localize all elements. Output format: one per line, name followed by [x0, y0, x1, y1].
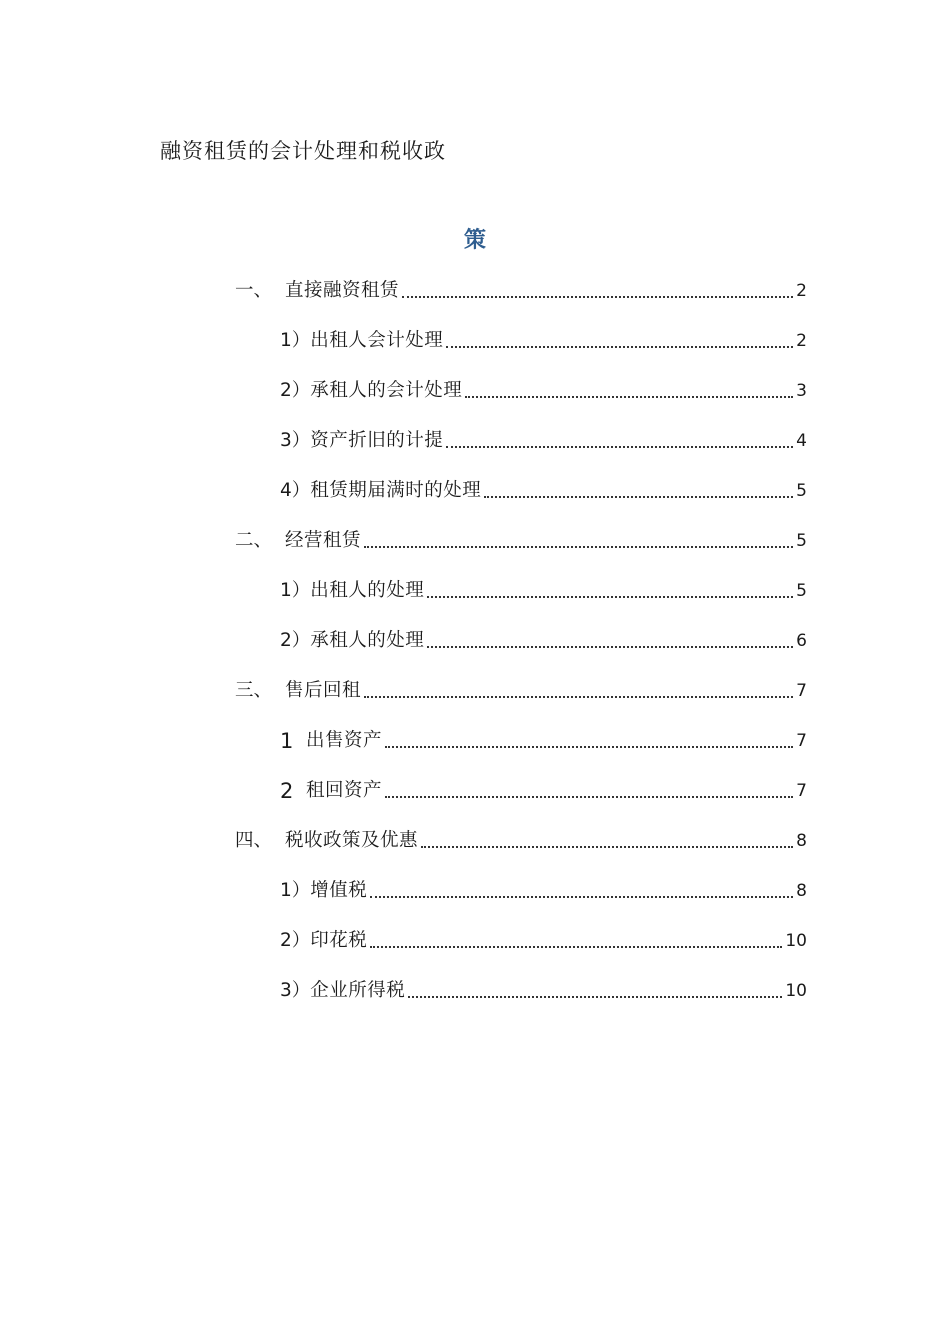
- toc-page-number: 6: [796, 631, 807, 651]
- toc-entry-3-1[interactable]: [280, 726, 807, 756]
- toc-page-number: 4: [796, 431, 807, 451]
- toc-page-number: 8: [796, 831, 807, 851]
- toc-entry-number: 2: [280, 779, 301, 803]
- toc-entry-4[interactable]: [235, 826, 807, 856]
- toc-dot-leader: [427, 645, 793, 648]
- toc-entry-3-2[interactable]: [280, 776, 807, 806]
- toc-dot-leader: [364, 545, 793, 548]
- toc-entry-4-3[interactable]: [280, 976, 807, 1006]
- toc-dot-leader: [408, 995, 782, 998]
- toc-page-number: 5: [796, 531, 807, 551]
- document-title: 融资租赁的会计处理和税收政: [160, 139, 446, 163]
- toc-entry-text: 出售资产: [306, 730, 383, 751]
- toc-dot-leader: [446, 445, 793, 448]
- toc-dot-leader: [421, 845, 793, 848]
- toc-entry-text: 出租人会计处理: [310, 330, 444, 351]
- toc-entry-number: 2）: [280, 930, 311, 951]
- toc-dot-leader: [370, 895, 793, 898]
- toc-entry-4-2[interactable]: [280, 926, 807, 956]
- toc-entry-number: 三、: [235, 680, 278, 701]
- toc-entry-1[interactable]: [235, 276, 807, 306]
- toc-entry-2[interactable]: [235, 526, 807, 556]
- toc-entry-number: 4）: [280, 480, 311, 501]
- toc-page-number: 2: [796, 281, 807, 301]
- toc-page-number: 3: [796, 381, 807, 401]
- toc-entry-1-3[interactable]: [280, 426, 807, 456]
- toc-entry-number: 四、: [235, 830, 278, 851]
- toc-entry-1-1[interactable]: [280, 326, 807, 356]
- toc-heading: 策: [463, 227, 486, 253]
- toc-page-number: 5: [796, 481, 807, 501]
- toc-entry-text: 直接融资租赁: [285, 280, 400, 301]
- toc-entry-number: 1）: [280, 330, 311, 351]
- toc-dot-leader: [484, 495, 793, 498]
- toc-entry-text: 企业所得税: [310, 980, 406, 1001]
- toc-entry-text: 出租人的处理: [310, 580, 425, 601]
- toc-entry-text: 租回资产: [306, 780, 383, 801]
- toc-page-number: 2: [796, 331, 807, 351]
- toc-entry-text: 税收政策及优惠: [285, 830, 419, 851]
- toc-entry-number: 一、: [235, 280, 278, 301]
- toc-entry-2-2[interactable]: [280, 626, 807, 656]
- toc-page-number: 7: [796, 681, 807, 701]
- toc-dot-leader: [427, 595, 793, 598]
- toc-entry-1-2[interactable]: [280, 376, 807, 406]
- toc-dot-leader: [465, 395, 793, 398]
- toc-entry-text: 印花税: [310, 930, 368, 951]
- toc-entry-number: 1）: [280, 580, 311, 601]
- toc-entry-text: 售后回租: [285, 680, 362, 701]
- toc-entry-2-1[interactable]: [280, 576, 807, 606]
- toc-entry-number: 3）: [280, 980, 311, 1001]
- toc-entry-text: 增值税: [310, 880, 368, 901]
- toc-dot-leader: [385, 745, 793, 748]
- toc-page-number: 8: [796, 881, 807, 901]
- toc-dot-leader: [446, 345, 793, 348]
- toc-dot-leader: [402, 295, 793, 298]
- toc-entry-number: 2）: [280, 380, 311, 401]
- toc-dot-leader: [370, 945, 782, 948]
- toc-dot-leader: [364, 695, 793, 698]
- toc-page-number: 7: [796, 731, 807, 751]
- toc-page-number: 10: [785, 931, 807, 951]
- toc-entry-text: 经营租赁: [285, 530, 362, 551]
- toc-entry-number: 2）: [280, 630, 311, 651]
- toc-page-number: 7: [796, 781, 807, 801]
- toc-entry-number: 1: [280, 729, 301, 753]
- toc-entry-1-4[interactable]: [280, 476, 807, 506]
- toc-entry-text: 承租人的会计处理: [310, 380, 463, 401]
- toc-page-number: 10: [785, 981, 807, 1001]
- toc-entry-number: 1）: [280, 880, 311, 901]
- toc-entry-number: 3）: [280, 430, 311, 451]
- toc-entry-text: 承租人的处理: [310, 630, 425, 651]
- toc-entry-number: 二、: [235, 530, 278, 551]
- toc-entry-text: 资产折旧的计提: [310, 430, 444, 451]
- toc-dot-leader: [385, 795, 793, 798]
- toc-entry-3[interactable]: [235, 676, 807, 706]
- toc-entry-4-1[interactable]: [280, 876, 807, 906]
- toc-entry-text: 租赁期届满时的处理: [310, 480, 482, 501]
- toc-page-number: 5: [796, 581, 807, 601]
